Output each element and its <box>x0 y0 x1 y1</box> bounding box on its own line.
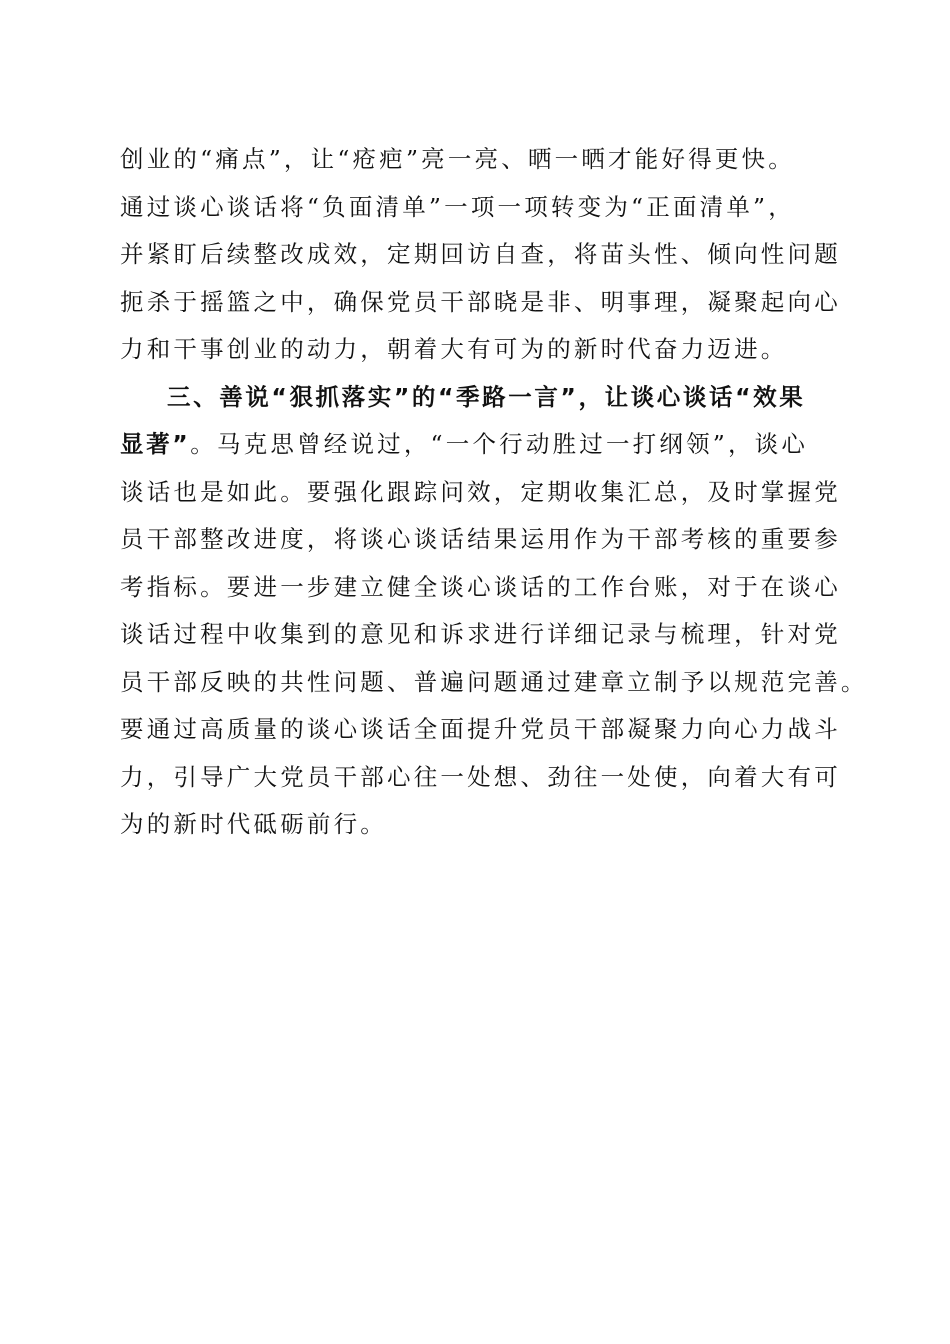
section-heading-end: 显著” <box>120 430 191 458</box>
text-line: 谈话过程中收集到的意见和诉求进行详细记录与梳理，针对党 <box>120 620 841 648</box>
text-line <box>120 421 840 469</box>
text-line-rest: 。马克思曾经说过，“一个行动胜过一打纲领”，谈心 <box>190 430 809 458</box>
section-heading: 三、善说“狠抓落实”的“季路一言”，让谈心谈话“效果 <box>167 382 806 411</box>
text-line: 扼杀于摇篮之中，确保党员干部晓是非、明事理，凝聚起向心 <box>120 287 841 316</box>
text-line: 力，引导广大党员干部心往一处想、劲往一处使，向着大有可 <box>120 762 841 791</box>
text-line: 为的新时代砥砺前行。 <box>120 810 387 838</box>
text-line: 创业的“痛点”，让“疮疤”亮一亮、晒一晒才能好得更快。 <box>120 145 795 173</box>
text-line: 员干部整改进度，将谈心谈话结果运用作为干部考核的重要参 <box>120 525 841 553</box>
text-line: 要通过高质量的谈心谈话全面提升党员干部凝聚力向心力战斗 <box>120 715 841 743</box>
text-line: 员干部反映的共性问题、普遍问题通过建章立制予以规范完善。 <box>120 667 868 696</box>
text-line: 谈话也是如此。要强化跟踪问效，定期收集汇总，及时掌握党 <box>120 477 841 506</box>
text-line: 并紧盯后续整改成效，定期回访自查，将苗头性、倾向性问题 <box>120 240 841 268</box>
document-body <box>120 136 868 849</box>
text-line: 通过谈心谈话将“负面清单”一项一项转变为“正面清单”， <box>120 192 795 221</box>
text-line: 力和干事创业的动力，朝着大有可为的新时代奋力迈进。 <box>120 335 788 363</box>
paragraph-section-three <box>120 374 868 849</box>
text-line: 考指标。要进一步建立健全谈心谈话的工作台账，对于在谈心 <box>120 572 841 601</box>
paragraph-continuation <box>120 136 840 374</box>
